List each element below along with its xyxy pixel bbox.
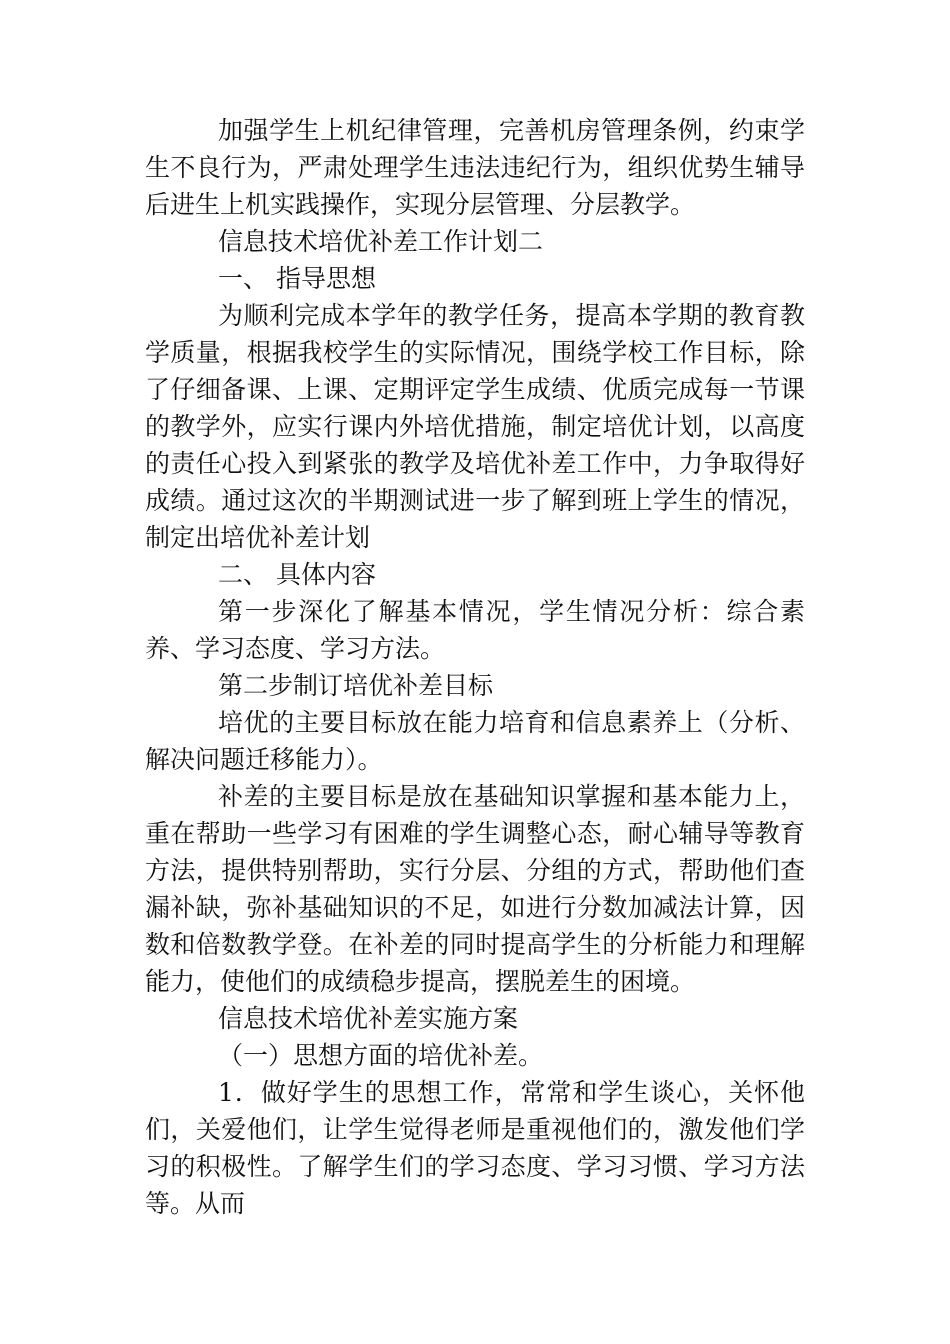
paragraph-ideology-heading: （一）思想方面的培优补差。 [218, 1041, 544, 1070]
section-guiding-thought-heading: 一、 指导思想 [218, 264, 376, 293]
paragraph-remedial-goal: 补差的主要目标是放在基础知识掌握和基本能力上，重在帮助一些学习有困难的学生调整心态，耐心辅导等教育方法，提供特别帮助，实行分层、分组的方式，帮助他们查漏补缺，弥补基础知识的不足，如进行分数加减法计算，因数和倍数教学登。在补差的同时提高学生的分析能力和理解能力，使他们的成绩稳步提高，摆脱差生的困境。 [145, 782, 805, 996]
paragraph-step-one: 第一步深化了解基本情况，学生情况分析：综合素养、学习态度、学习方法。 [145, 597, 805, 663]
document-body [145, 112, 805, 1222]
paragraph-item-one: 1．做好学生的思想工作，常常和学生谈心，关怀他们，关爱他们，让学生觉得老师是重视他们的，激发他们学习的积极性。了解学生们的学习态度、学习习惯、学习方法等。从而 [145, 1078, 805, 1218]
implementation-plan-title: 信息技术培优补差实施方案 [218, 1004, 519, 1033]
paragraph-discipline: 加强学生上机纪律管理，完善机房管理条例，约束学生不良行为，严肃处理学生违法违纪行为，组织优势生辅导后进生上机实践操作，实现分层管理、分层教学。 [145, 116, 805, 219]
paragraph-guiding-thought: 为顺利完成本学年的教学任务，提高本学期的教育教学质量，根据我校学生的实际情况，围绕学校工作目标，除了仔细备课、上课、定期评定学生成绩、优质完成每一节课的教学外，应实行课内外培优措施，制定培优计划，以高度的责任心投入到紧张的教学及培优补差工作中，力争取得好成绩。通过这次的半期测试进一步了解到班上学生的情况，制定出培优补差计划 [145, 301, 805, 552]
paragraph-step-two: 第二步制订培优补差目标 [218, 671, 494, 700]
paragraph-excellence-goal: 培优的主要目标放在能力培育和信息素养上（分析、解决问题迁移能力）。 [145, 708, 805, 774]
section-specific-content-heading: 二、 具体内容 [218, 560, 376, 589]
plan-two-title: 信息技术培优补差工作计划二 [218, 227, 544, 256]
